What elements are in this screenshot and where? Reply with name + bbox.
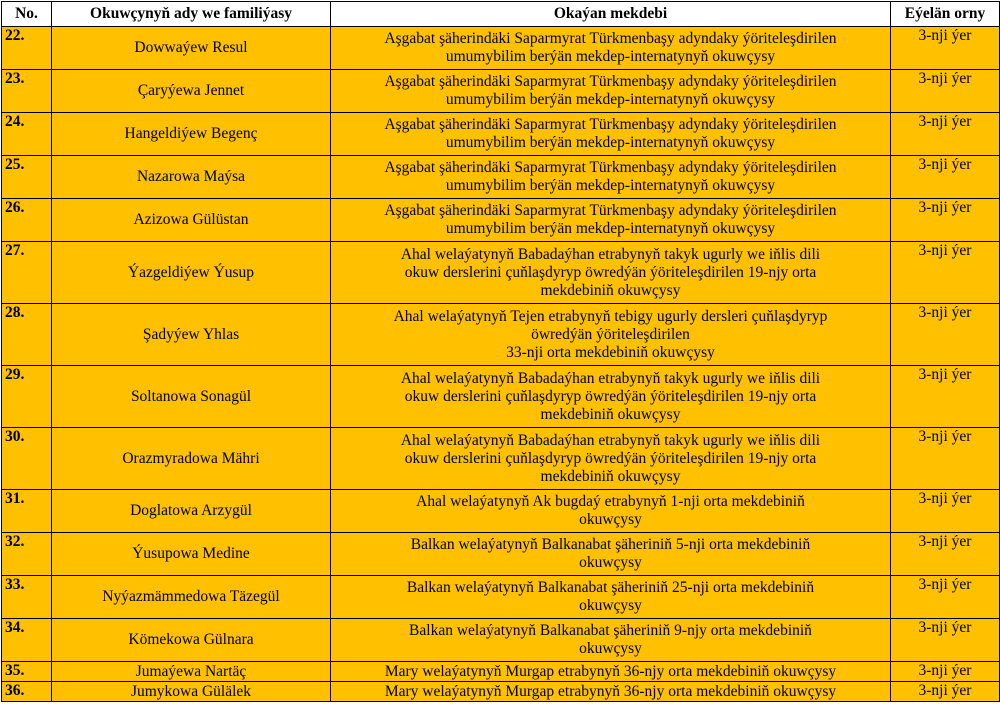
school-cell bbox=[331, 533, 891, 576]
school-line: umumybilim berýän mekdep-internatynyň okuwçysy bbox=[445, 48, 776, 65]
school-line: okuwçysy bbox=[579, 640, 642, 657]
table-row bbox=[2, 156, 1000, 199]
place-cell: 3-nji ýer bbox=[891, 366, 1000, 428]
table-row bbox=[2, 304, 1000, 366]
place-cell: 3-nji ýer bbox=[891, 682, 1000, 702]
school-line: okuwçysy bbox=[579, 554, 642, 571]
place-cell: 3-nji ýer bbox=[891, 619, 1000, 662]
student-name: Orazmyradowa Mähri bbox=[52, 428, 331, 490]
school-line: okuw derslerini çuňlaşdyryp öwredýän ýöriteleşdirilen 19-njy orta bbox=[404, 263, 817, 281]
school-line: Ahal welaýatynyň Babadaýhan etrabynyň takyk ugurly we iňlis dili bbox=[400, 369, 821, 387]
school-cell bbox=[331, 576, 891, 619]
school-line: umumybilim berýän mekdep-internatynyň okuwçysy bbox=[445, 134, 776, 151]
header-num: No. bbox=[2, 2, 52, 27]
school-line: öwredýän ýöriteleşdirilen bbox=[531, 325, 690, 343]
school-line: Ahal welaýatynyň Babadaýhan etrabynyň takyk ugurly we iňlis dili bbox=[400, 245, 821, 263]
school-line: 33-nji orta mekdebiniň okuwçysy bbox=[506, 343, 715, 361]
school-line: Balkan welaýatynyň Balkanabat şäheriniň 5-nji orta mekdebiniň bbox=[410, 536, 811, 553]
header-name: Okuwçynyň ady we familiýasy bbox=[52, 2, 331, 27]
place-cell: 3-nji ýer bbox=[891, 490, 1000, 533]
table-row bbox=[2, 242, 1000, 304]
place-cell: 3-nji ýer bbox=[891, 576, 1000, 619]
school-line: mekdebiniň okuwçysy bbox=[540, 467, 681, 485]
row-number: 25. bbox=[2, 156, 52, 199]
table-row bbox=[2, 490, 1000, 533]
table-row bbox=[2, 199, 1000, 242]
school-cell bbox=[331, 156, 891, 199]
school-line: okuw derslerini çuňlaşdyryp öwredýän ýöriteleşdirilen 19-njy orta bbox=[404, 387, 817, 405]
row-number: 30. bbox=[2, 428, 52, 490]
student-name: Çaryýewa Jennet bbox=[52, 70, 331, 113]
student-name: Ýusupowa Medine bbox=[52, 533, 331, 576]
student-name: Hangeldiýew Begenç bbox=[52, 113, 331, 156]
school-line: umumybilim berýän mekdep-internatynyň okuwçysy bbox=[445, 91, 776, 108]
school-cell bbox=[331, 27, 891, 70]
school-line: Balkan welaýatynyň Balkanabat şäheriniň 9-njy orta mekdebiniň bbox=[409, 622, 812, 639]
school-line: okuw derslerini çuňlaşdyryp öwredýän ýöriteleşdirilen 19-njy orta bbox=[404, 449, 817, 467]
row-number: 36. bbox=[2, 682, 52, 702]
row-number: 32. bbox=[2, 533, 52, 576]
row-number: 27. bbox=[2, 242, 52, 304]
school-line: Mary welaýatynyň Murgap etrabynyň 36-njy orta mekdebiniň okuwçysy bbox=[384, 662, 837, 680]
header-place: Eýelän orny bbox=[891, 2, 1000, 27]
school-line: Balkan welaýatynyň Balkanabat şäheriniň 25-nji orta mekdebiniň bbox=[406, 579, 815, 596]
table-row bbox=[2, 662, 1000, 682]
row-number: 35. bbox=[2, 662, 52, 682]
school-cell bbox=[331, 199, 891, 242]
header-school: Okaýan mekdebi bbox=[331, 2, 891, 27]
place-cell: 3-nji ýer bbox=[891, 156, 1000, 199]
student-name: Soltanowa Sonagül bbox=[52, 366, 331, 428]
school-line: Aşgabat şäherindäki Saparmyrat Türkmenbaşy adyndaky ýöriteleşdirilen bbox=[384, 73, 837, 90]
row-number: 33. bbox=[2, 576, 52, 619]
place-cell: 3-nji ýer bbox=[891, 662, 1000, 682]
student-name: Azizowa Gülüstan bbox=[52, 199, 331, 242]
student-name: Ýazgeldiýew Ýusup bbox=[52, 242, 331, 304]
student-name: Nazarowa Maýsa bbox=[52, 156, 331, 199]
table-row bbox=[2, 366, 1000, 428]
school-line: okuwçysy bbox=[579, 597, 642, 614]
school-line: umumybilim berýän mekdep-internatynyň okuwçysy bbox=[445, 177, 776, 194]
row-number: 29. bbox=[2, 366, 52, 428]
school-line: Ahal welaýatynyň Babadaýhan etrabynyň takyk ugurly we iňlis dili bbox=[400, 431, 821, 449]
student-name: Jumaýewa Nartäç bbox=[52, 662, 331, 682]
school-cell bbox=[331, 682, 891, 702]
school-cell bbox=[331, 366, 891, 428]
table-body bbox=[2, 27, 1000, 702]
table-row bbox=[2, 428, 1000, 490]
school-line: Aşgabat şäherindäki Saparmyrat Türkmenbaşy adyndaky ýöriteleşdirilen bbox=[384, 159, 837, 176]
school-cell bbox=[331, 304, 891, 366]
school-line: Aşgabat şäherindäki Saparmyrat Türkmenbaşy adyndaky ýöriteleşdirilen bbox=[384, 116, 837, 133]
table-row bbox=[2, 533, 1000, 576]
table-row bbox=[2, 576, 1000, 619]
school-cell bbox=[331, 428, 891, 490]
table-row bbox=[2, 619, 1000, 662]
school-cell bbox=[331, 619, 891, 662]
school-line: Mary welaýatynyň Murgap etrabynyň 36-njy orta mekdebiniň okuwçysy bbox=[384, 682, 837, 700]
row-number: 22. bbox=[2, 27, 52, 70]
row-number: 34. bbox=[2, 619, 52, 662]
school-line: okuwçysy bbox=[579, 511, 642, 528]
student-name: Jumykowa Gülälek bbox=[52, 682, 331, 702]
school-line: umumybilim berýän mekdep-internatynyň okuwçysy bbox=[445, 220, 776, 237]
row-number: 23. bbox=[2, 70, 52, 113]
student-name: Kömekowa Gülnara bbox=[52, 619, 331, 662]
school-cell bbox=[331, 242, 891, 304]
place-cell: 3-nji ýer bbox=[891, 533, 1000, 576]
header-row bbox=[2, 2, 1000, 27]
place-cell: 3-nji ýer bbox=[891, 428, 1000, 490]
place-cell: 3-nji ýer bbox=[891, 199, 1000, 242]
table-row bbox=[2, 113, 1000, 156]
place-cell: 3-nji ýer bbox=[891, 242, 1000, 304]
row-number: 26. bbox=[2, 199, 52, 242]
school-line: mekdebiniň okuwçysy bbox=[540, 281, 681, 299]
row-number: 31. bbox=[2, 490, 52, 533]
place-cell: 3-nji ýer bbox=[891, 27, 1000, 70]
school-cell bbox=[331, 662, 891, 682]
student-name: Doglatowa Arzygül bbox=[52, 490, 331, 533]
place-cell: 3-nji ýer bbox=[891, 70, 1000, 113]
place-cell: 3-nji ýer bbox=[891, 113, 1000, 156]
school-line: mekdebiniň okuwçysy bbox=[540, 405, 681, 423]
school-line: Ahal welaýatynyň Ak bugdaý etrabynyň 1-nji orta mekdebiniň bbox=[416, 493, 805, 510]
student-name: Nyýazmämmedowa Täzegül bbox=[52, 576, 331, 619]
school-cell bbox=[331, 113, 891, 156]
place-cell: 3-nji ýer bbox=[891, 304, 1000, 366]
school-cell bbox=[331, 70, 891, 113]
student-name: Dowwaýew Resul bbox=[52, 27, 331, 70]
school-line: Aşgabat şäherindäki Saparmyrat Türkmenbaşy adyndaky ýöriteleşdirilen bbox=[384, 202, 837, 219]
student-name: Şadyýew Yhlas bbox=[52, 304, 331, 366]
school-cell bbox=[331, 490, 891, 533]
table-row bbox=[2, 682, 1000, 702]
school-line: Ahal welaýatynyň Tejen etrabynyň tebigy ugurly dersleri çuňlaşdyryp bbox=[393, 307, 828, 325]
row-number: 28. bbox=[2, 304, 52, 366]
results-table bbox=[1, 1, 1000, 702]
row-number: 24. bbox=[2, 113, 52, 156]
table-row bbox=[2, 70, 1000, 113]
table-row bbox=[2, 27, 1000, 70]
school-line: Aşgabat şäherindäki Saparmyrat Türkmenbaşy adyndaky ýöriteleşdirilen bbox=[384, 30, 837, 47]
